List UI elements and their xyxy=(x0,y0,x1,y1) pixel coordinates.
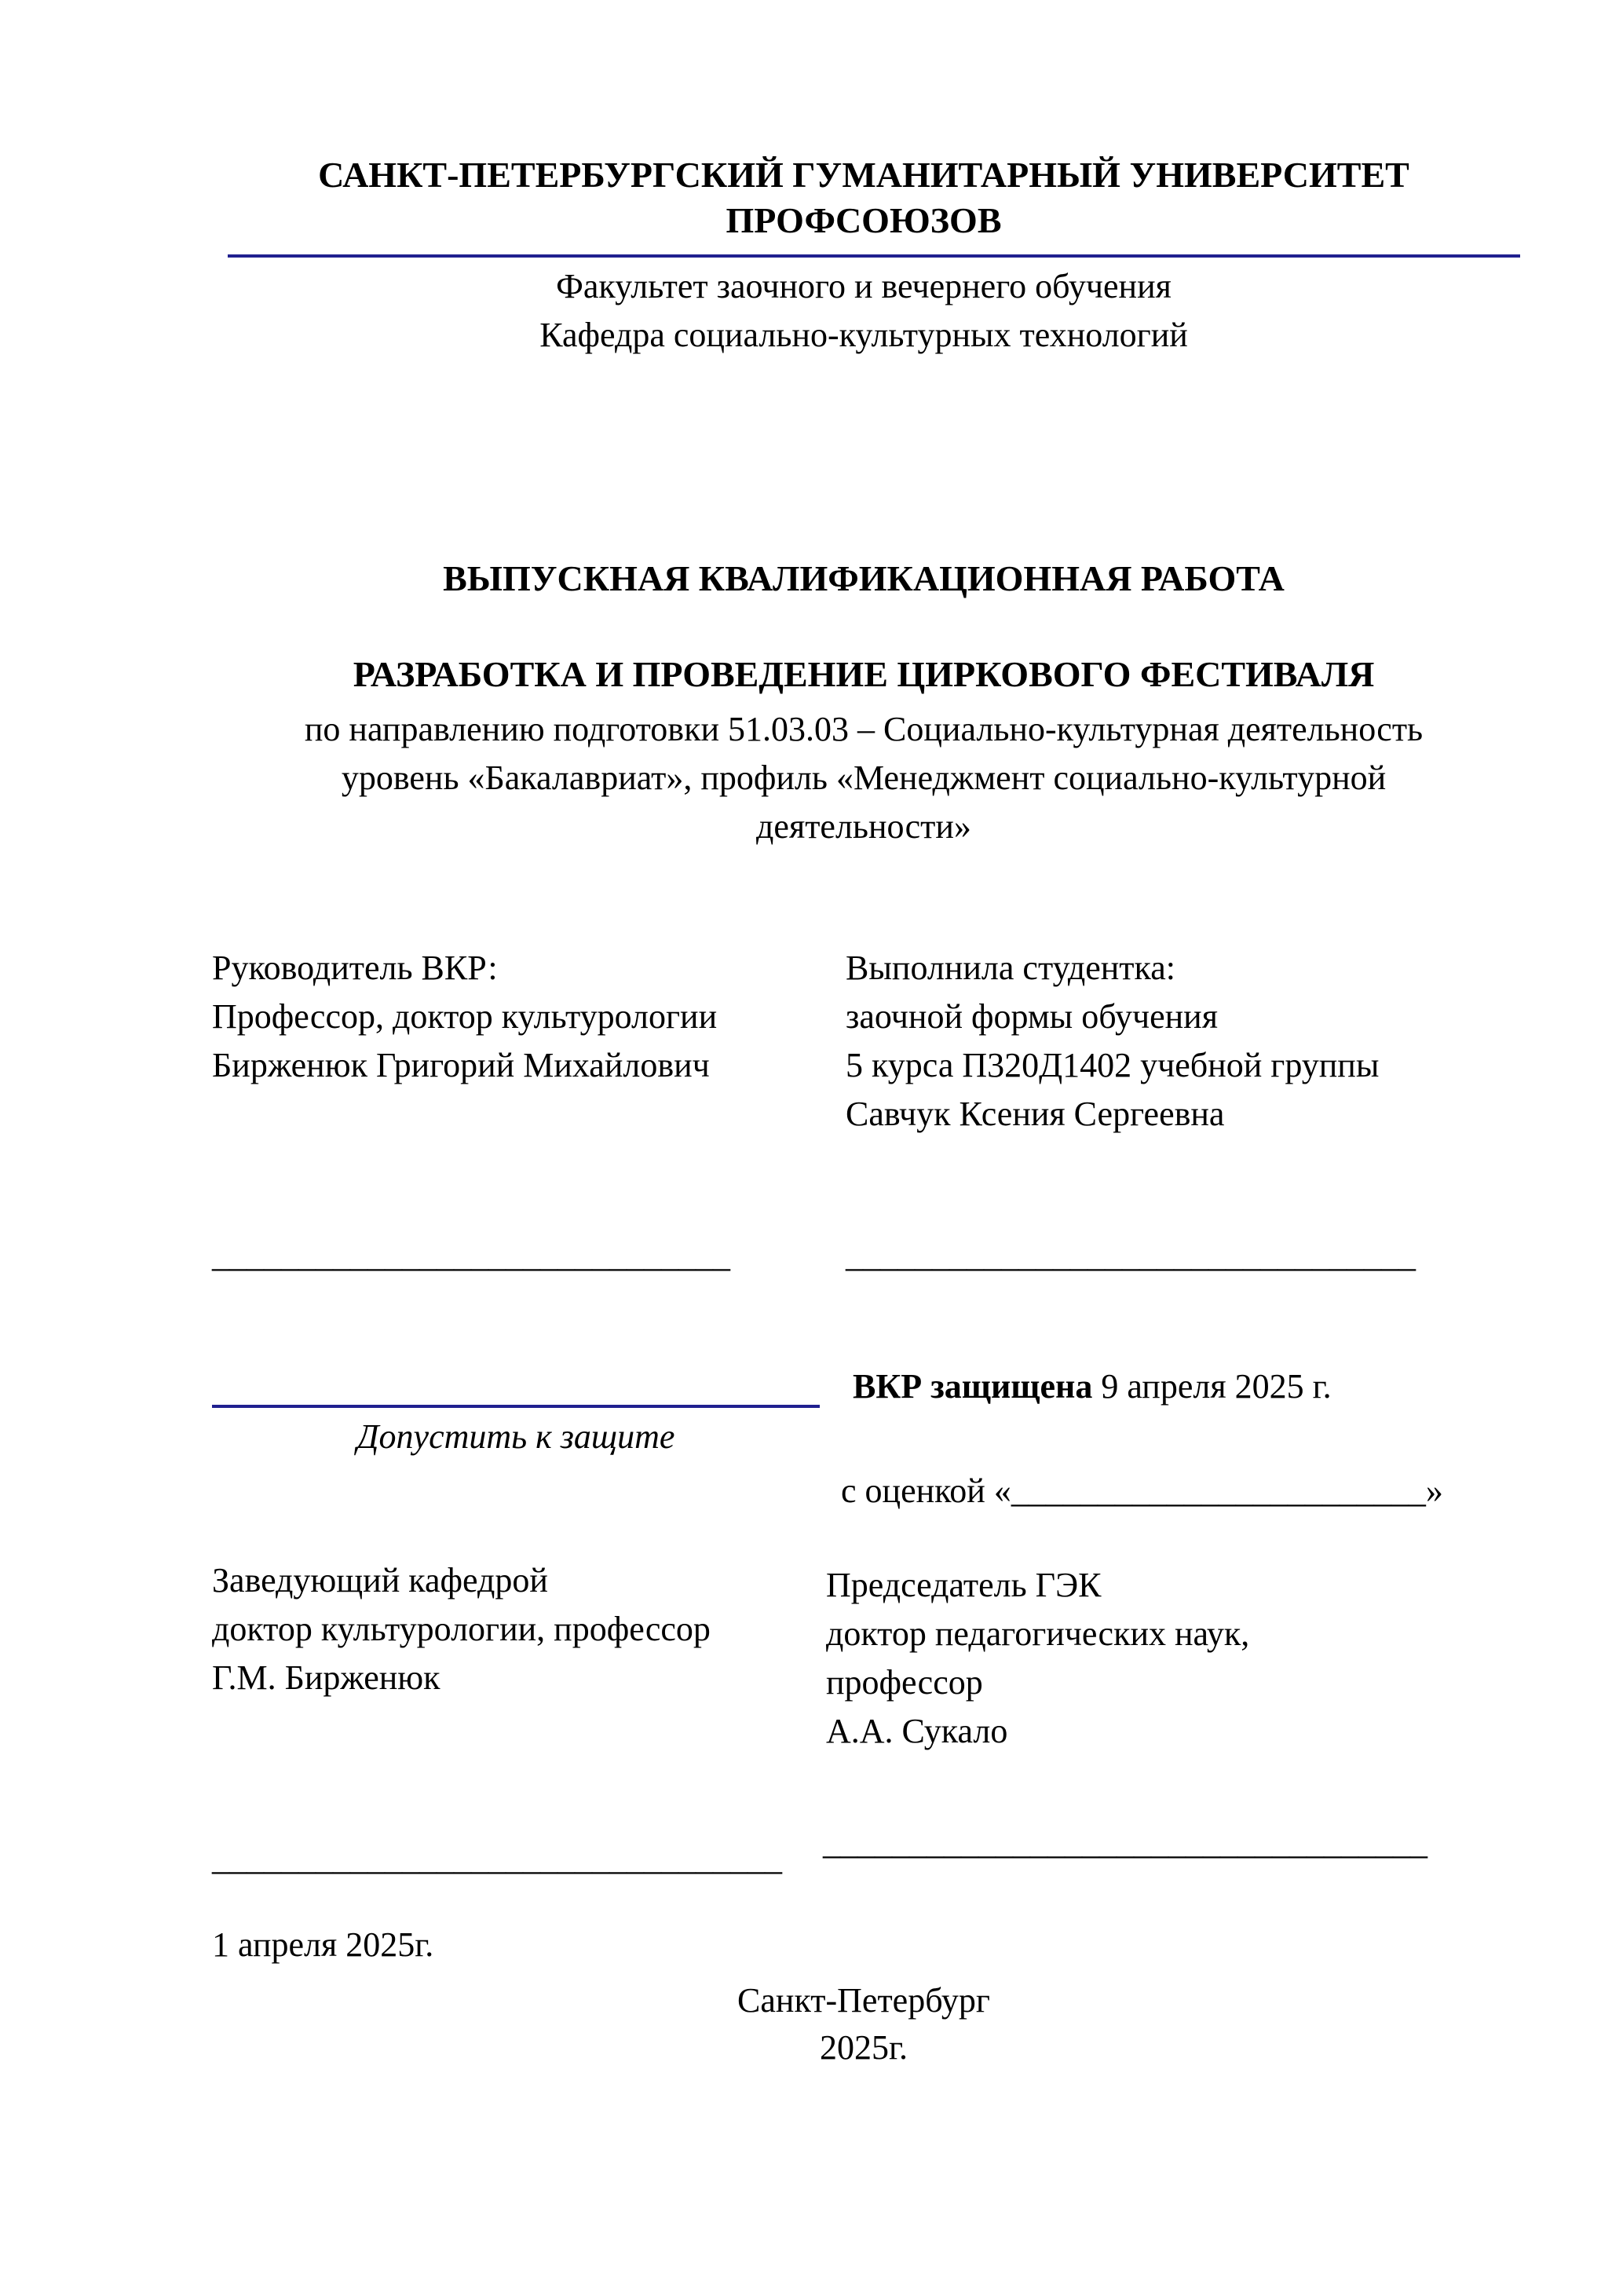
admission-label: Допустить к защите xyxy=(356,1417,675,1456)
student-label: Выполнила студентка: xyxy=(846,949,1175,987)
department-head-degree: доктор культурологии, профессор xyxy=(212,1610,711,1648)
university-name-line2: ПРОФСОЮЗОВ xyxy=(726,200,1002,240)
advisor-position: Профессор, доктор культурологии xyxy=(212,997,718,1036)
student-block xyxy=(846,944,1537,1139)
footer-city: Санкт-Петербург xyxy=(737,1981,990,2020)
defense-status-line xyxy=(853,1362,1332,1411)
student-signature-line: _________________________________ xyxy=(846,1236,1416,1274)
faculty-department-block xyxy=(212,262,1515,360)
defense-status-label: ВКР защищена xyxy=(853,1367,1093,1406)
advisor-label: Руководитель ВКР: xyxy=(212,949,498,987)
work-title-heading: РАЗРАБОТКА И ПРОВЕДЕНИЕ ЦИРКОВОГО ФЕСТИВАЛЯ xyxy=(353,654,1375,694)
advisor-block xyxy=(212,944,840,1090)
committee-chair-title: Председатель ГЭК xyxy=(826,1566,1102,1604)
footer-year: 2025г. xyxy=(819,2028,908,2067)
advisor-name: Бирженюк Григорий Михайлович xyxy=(212,1046,710,1084)
header-divider-line xyxy=(228,254,1520,258)
program-description xyxy=(212,705,1515,851)
program-direction-line: по направлению подготовки 51.03.03 – Социально-культурная деятельность xyxy=(304,710,1424,748)
committee-chair-rank: профессор xyxy=(826,1663,983,1702)
department-line: Кафедра социально-культурных технологий xyxy=(539,316,1188,354)
department-head-block xyxy=(212,1556,840,1702)
committee-chair-degree: доктор педагогических наук, xyxy=(826,1614,1250,1653)
advisor-signature-line: ______________________________ xyxy=(212,1236,730,1274)
department-head-signature-line: _________________________________ xyxy=(212,1839,782,1877)
department-head-name: Г.М. Бирженюк xyxy=(212,1658,440,1697)
student-name: Савчук Ксения Сергеевна xyxy=(846,1095,1225,1133)
faculty-line: Факультет заочного и вечернего обучения xyxy=(556,267,1172,305)
department-head-title: Заведующий кафедрой xyxy=(212,1561,548,1600)
committee-chair-block xyxy=(826,1561,1533,1756)
grade-blank-line: с оценкой «________________________» xyxy=(841,1472,1443,1510)
university-header xyxy=(212,152,1515,243)
student-study-form: заочной формы обучения xyxy=(846,997,1218,1036)
university-name-line1: САНКТ-ПЕТЕРБУРГСКИЙ ГУМАНИТАРНЫЙ УНИВЕРСИТЕТ xyxy=(318,155,1409,195)
committee-chair-signature-line: ___________________________________ xyxy=(823,1823,1427,1862)
student-group: 5 курса П320Д1402 учебной группы xyxy=(846,1046,1380,1084)
defense-date: 9 апреля 2025 г. xyxy=(1101,1367,1332,1406)
admission-date: 1 апреля 2025г. xyxy=(212,1925,434,1964)
committee-chair-name: А.А. Сукало xyxy=(826,1712,1008,1750)
work-type-heading: ВЫПУСКНАЯ КВАЛИФИКАЦИОННАЯ РАБОТА xyxy=(443,558,1285,598)
program-level-line: уровень «Бакалавриат», профиль «Менеджмент социально-культурной xyxy=(341,759,1387,797)
program-level-line-continued: деятельности» xyxy=(756,807,971,846)
admission-divider-line xyxy=(212,1405,820,1408)
